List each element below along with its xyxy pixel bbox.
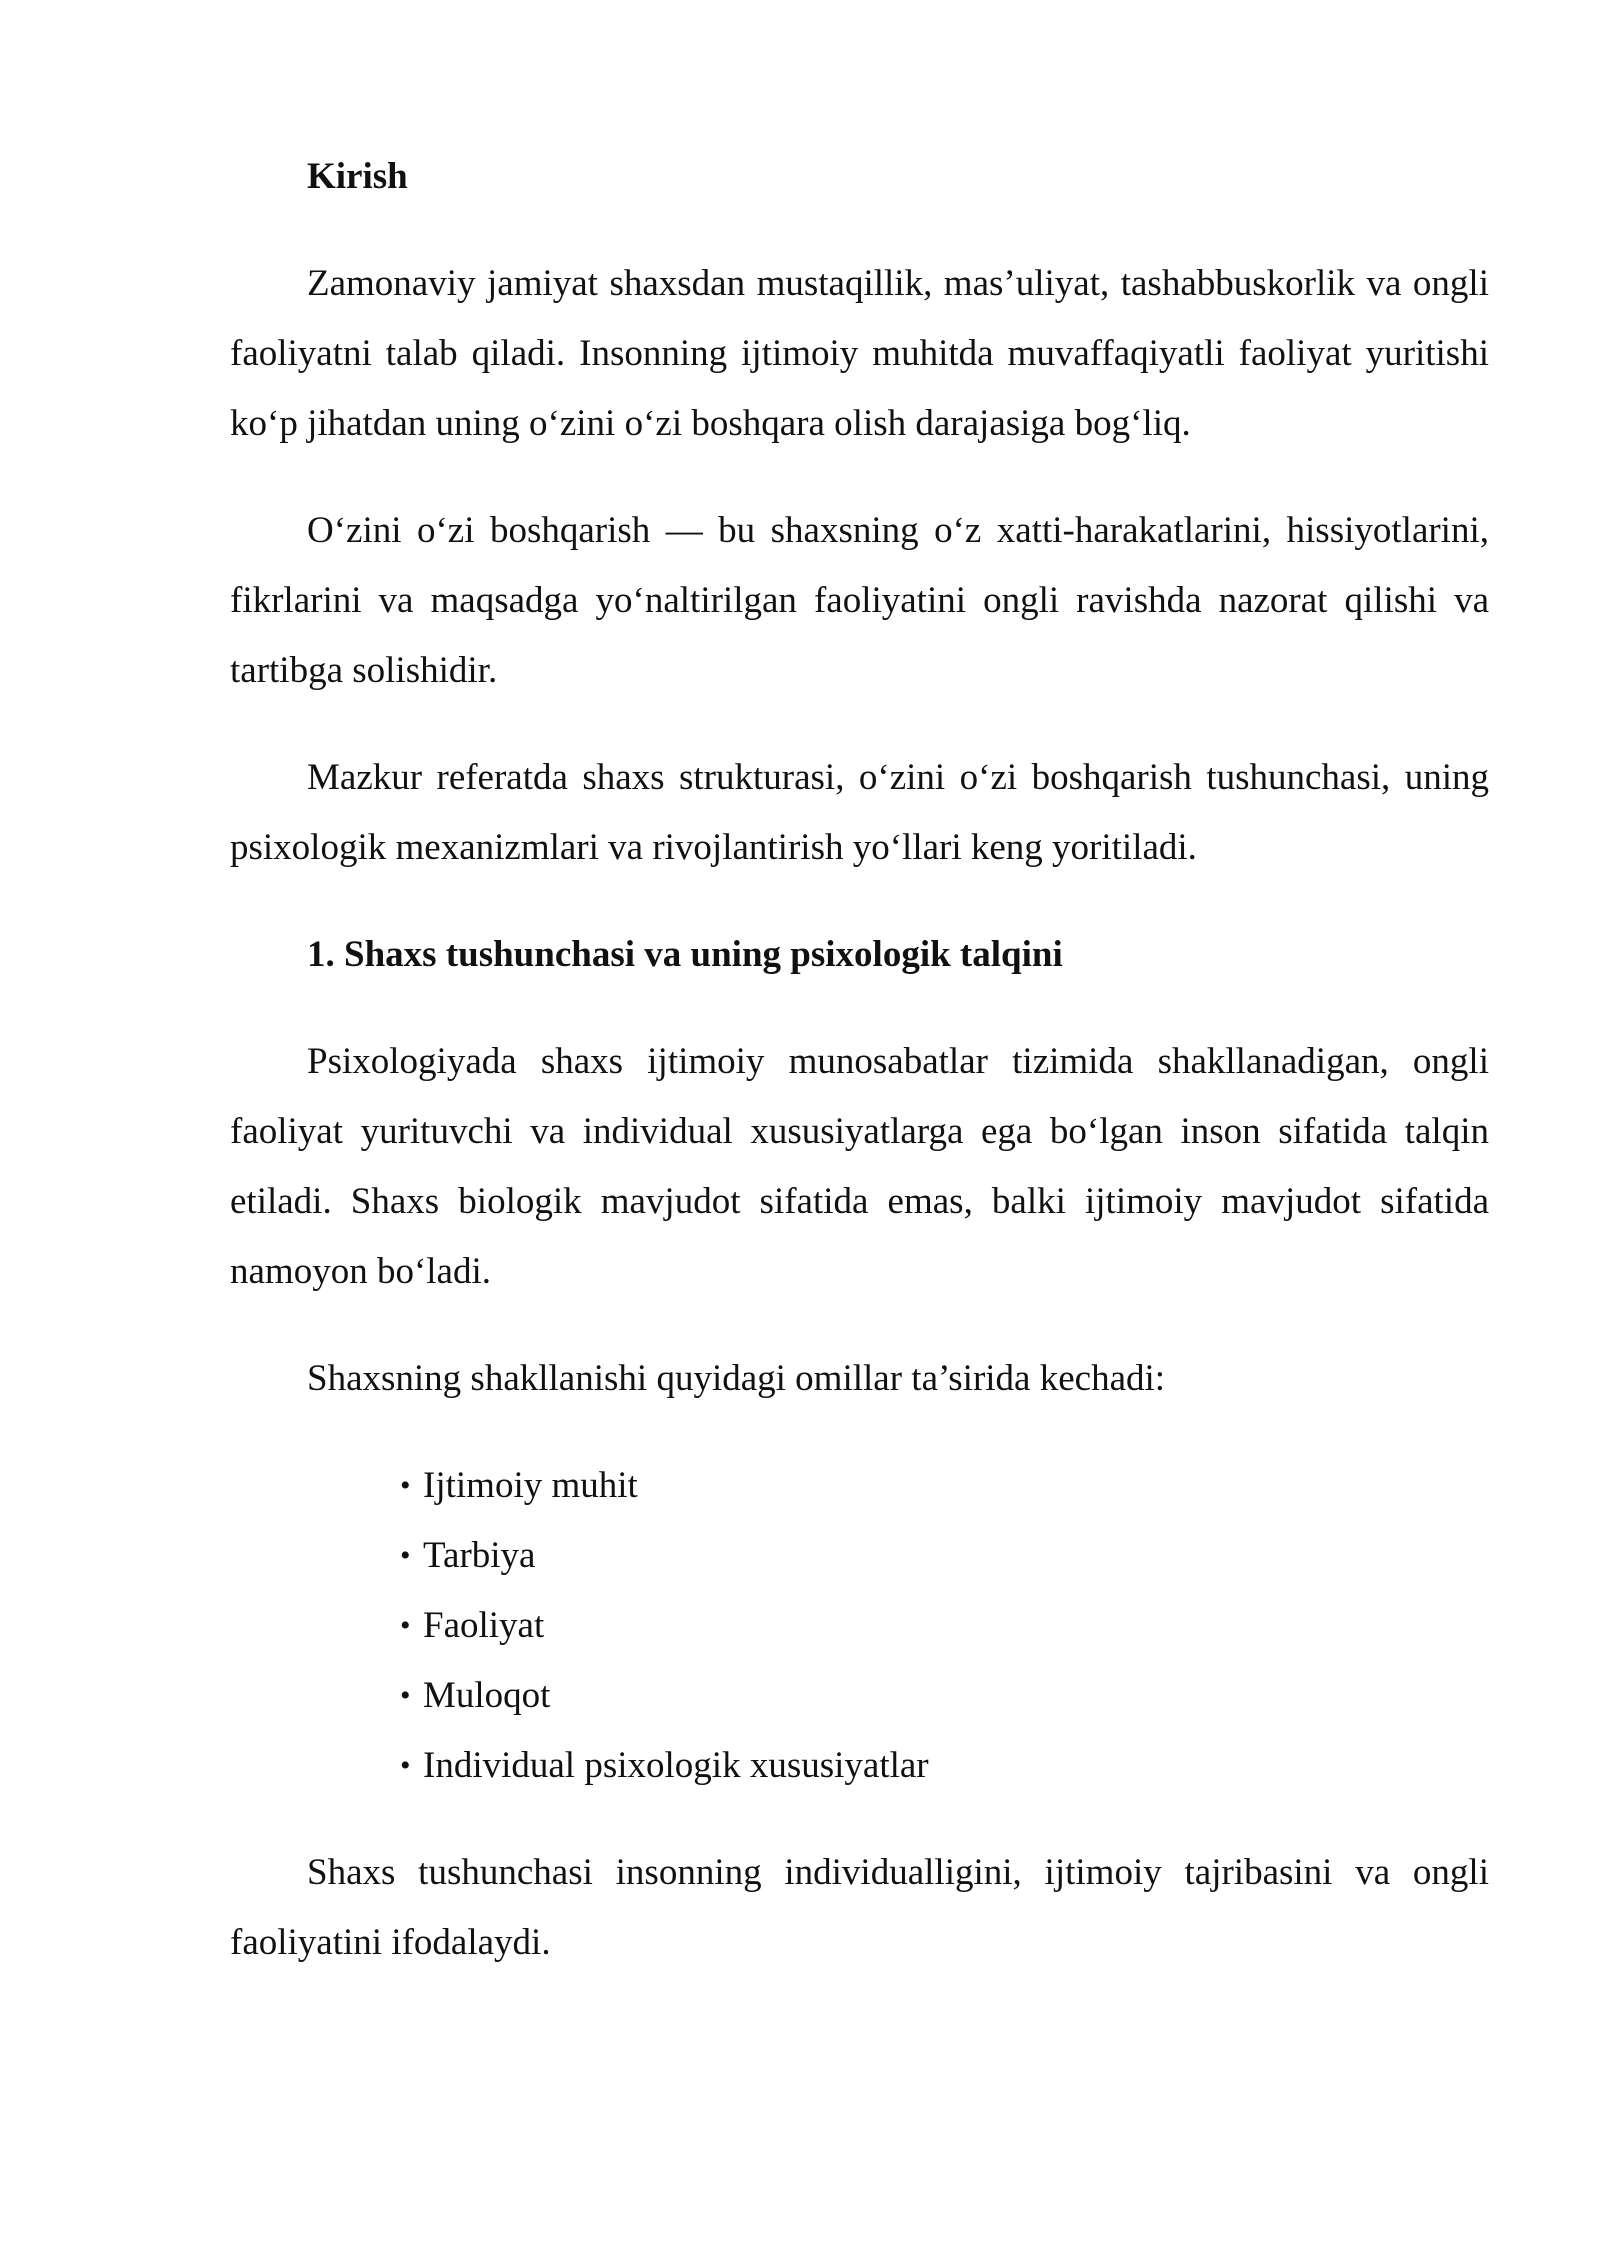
intro-paragraph-1: Zamonaviy jamiyat shaxsdan mustaqillik, mas’uliyat, tashabbuskorlik va ongli faoliyatni talab qiladi. Insonning ijtimoiy muhitda muvaffaqiyatli faoliyat yuritishi ko‘p jihatdan uning o‘zini o‘zi boshqara olish darajasiga bog‘liq. [230, 263, 1489, 444]
section-1-heading: 1. Shaxs tushunchasi va uning psixologik talqini [307, 934, 1063, 975]
list-item-text: Individual psixologik xususiyatlar [423, 1745, 929, 1786]
bullet-icon: • [400, 1539, 411, 1572]
bullet-icon: • [400, 1679, 411, 1712]
list-item-text: Tarbiya [423, 1535, 536, 1576]
section-1-paragraph-2: Shaxsning shakllanishi quyidagi omillar ta’sirida kechadi: [307, 1358, 1166, 1399]
section-1-paragraph-1: Psixologiyada shaxs ijtimoiy munosabatlar tizimida shakllanadigan, ongli faoliyat yurituvchi va individual xususiyatlarga ega bo‘lgan inson sifatida talqin etiladi. Shaxs biologik mavjudot sifatida emas, balki ijtimoiy mavjudot sifatida namoyon bo‘ladi. [230, 1041, 1489, 1292]
list-item-text: Faoliyat [423, 1605, 545, 1646]
list-item-text: Ijtimoiy muhit [423, 1465, 638, 1506]
bullet-icon: • [400, 1609, 411, 1642]
list-item [400, 1451, 1489, 1521]
list-item-text: Muloqot [423, 1675, 551, 1716]
closing-paragraph: Shaxs tushunchasi insonning individualligini, ijtimoiy tajribasini va ongli faoliyatini ifodalaydi. [230, 1852, 1489, 1963]
list-item [400, 1731, 1489, 1801]
bullet-icon: • [400, 1749, 411, 1782]
document-body [230, 142, 1489, 1978]
list-item [400, 1661, 1489, 1731]
intro-heading: Kirish [307, 156, 408, 197]
factors-list [230, 1451, 1489, 1801]
intro-paragraph-2: O‘zini o‘zi boshqarish — bu shaxsning o‘z xatti-harakatlarini, hissiyotlarini, fikrlarini va maqsadga yo‘naltirilgan faoliyatini ongli ravishda nazorat qilishi va tartibga solishidir. [230, 510, 1489, 691]
intro-paragraph-3: Mazkur referatda shaxs strukturasi, o‘zini o‘zi boshqarish tushunchasi, uning psixologik mexanizmlari va rivojlantirish yo‘llari keng yoritiladi. [230, 757, 1489, 868]
list-item [400, 1591, 1489, 1661]
list-item [400, 1521, 1489, 1591]
bullet-icon: • [400, 1469, 411, 1502]
